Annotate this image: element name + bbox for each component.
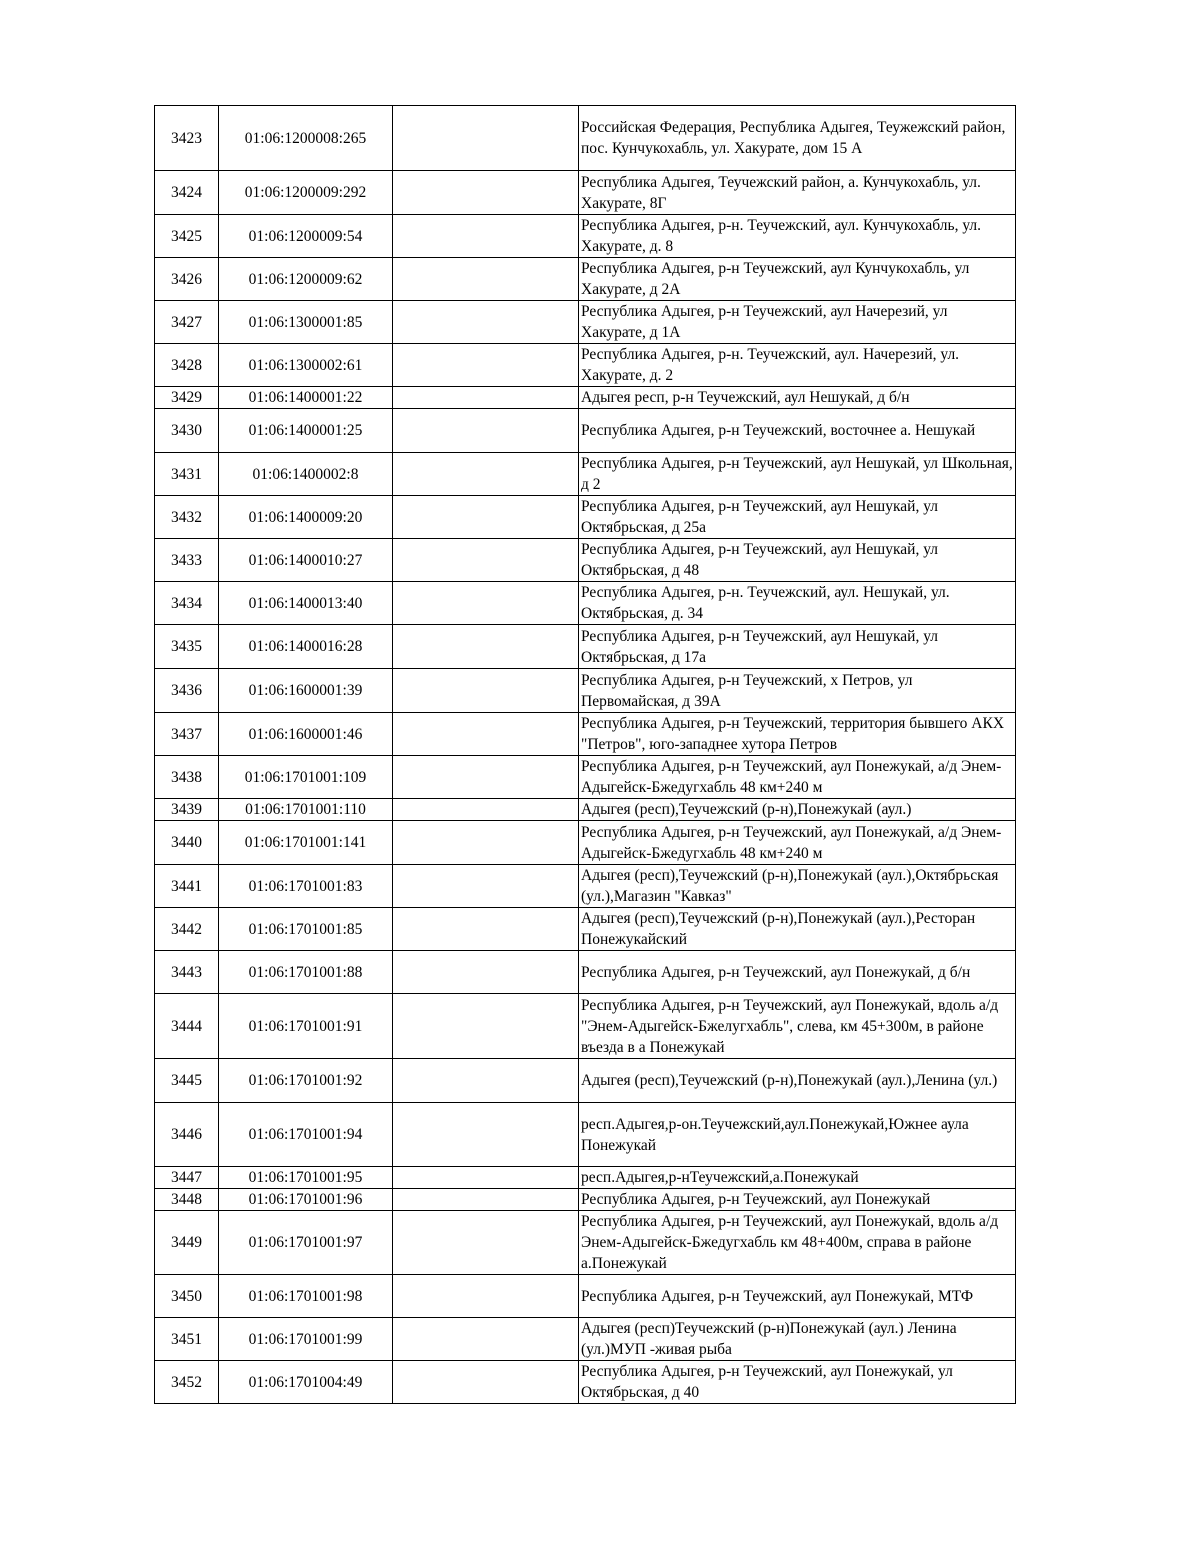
cadastral-number-cell: 01:06:1701001:85	[219, 908, 393, 951]
address-cell: Адыгея респ, р-н Теучежский, аул Нешукай, д б/н	[579, 387, 1016, 409]
empty-cell	[393, 1361, 579, 1404]
row-number-cell: 3430	[155, 409, 219, 453]
address-cell: Республика Адыгея, р-н Теучежский, аул Понежукай, МТФ	[579, 1275, 1016, 1318]
empty-cell	[393, 409, 579, 453]
empty-cell	[393, 994, 579, 1059]
table-row	[155, 1275, 1016, 1318]
empty-cell	[393, 625, 579, 669]
cadastral-number-cell: 01:06:1701001:94	[219, 1103, 393, 1167]
empty-cell	[393, 799, 579, 821]
row-number-cell: 3443	[155, 951, 219, 994]
empty-cell	[393, 1189, 579, 1211]
empty-cell	[393, 539, 579, 582]
empty-cell	[393, 1275, 579, 1318]
address-cell: Адыгея (респ),Теучежский (р-н),Понежукай (аул.),Ленина (ул.)	[579, 1059, 1016, 1103]
address-cell: Республика Адыгея, р-н Теучежский, аул Нешукай, ул Октябрьская, д 17а	[579, 625, 1016, 669]
empty-cell	[393, 301, 579, 344]
table-row	[155, 258, 1016, 301]
table-row	[155, 821, 1016, 865]
row-number-cell: 3451	[155, 1318, 219, 1361]
cadastral-number-cell: 01:06:1701001:98	[219, 1275, 393, 1318]
cadastral-number-cell: 01:06:1701001:109	[219, 756, 393, 799]
address-cell: Республика Адыгея, р-н Теучежский, аул Нешукай, ул Октябрьская, д 25а	[579, 496, 1016, 539]
row-number-cell: 3427	[155, 301, 219, 344]
table-row	[155, 951, 1016, 994]
cadastral-number-cell: 01:06:1400010:27	[219, 539, 393, 582]
cadastral-number-cell: 01:06:1300001:85	[219, 301, 393, 344]
row-number-cell: 3434	[155, 582, 219, 625]
empty-cell	[393, 1167, 579, 1189]
empty-cell	[393, 669, 579, 713]
empty-cell	[393, 756, 579, 799]
cadastral-number-cell: 01:06:1701004:49	[219, 1361, 393, 1404]
table-row	[155, 1059, 1016, 1103]
row-number-cell: 3435	[155, 625, 219, 669]
empty-cell	[393, 1103, 579, 1167]
table-row	[155, 171, 1016, 215]
cadastral-number-cell: 01:06:1701001:88	[219, 951, 393, 994]
cadastral-number-cell: 01:06:1200009:292	[219, 171, 393, 215]
address-cell: Адыгея (респ),Теучежский (р-н),Понежукай (аул.),Ресторан Понежукайский	[579, 908, 1016, 951]
cadastral-number-cell: 01:06:1701001:92	[219, 1059, 393, 1103]
row-number-cell: 3433	[155, 539, 219, 582]
table-row	[155, 215, 1016, 258]
table-row	[155, 1189, 1016, 1211]
cadastral-number-cell: 01:06:1400013:40	[219, 582, 393, 625]
empty-cell	[393, 453, 579, 496]
row-number-cell: 3448	[155, 1189, 219, 1211]
empty-cell	[393, 215, 579, 258]
empty-cell	[393, 713, 579, 756]
cadastral-number-cell: 01:06:1600001:46	[219, 713, 393, 756]
cadastral-number-cell: 01:06:1400001:22	[219, 387, 393, 409]
row-number-cell: 3428	[155, 344, 219, 387]
empty-cell	[393, 106, 579, 171]
empty-cell	[393, 387, 579, 409]
table-row	[155, 669, 1016, 713]
table-row	[155, 1361, 1016, 1404]
cadastral-number-cell: 01:06:1701001:141	[219, 821, 393, 865]
empty-cell	[393, 908, 579, 951]
empty-cell	[393, 171, 579, 215]
row-number-cell: 3429	[155, 387, 219, 409]
cadastral-number-cell: 01:06:1701001:91	[219, 994, 393, 1059]
address-cell: Республика Адыгея, р-н Теучежский, аул Понежукай	[579, 1189, 1016, 1211]
row-number-cell: 3425	[155, 215, 219, 258]
address-cell: Республика Адыгея, р-н. Теучежский, аул. Начерезий, ул. Хакурате, д. 2	[579, 344, 1016, 387]
row-number-cell: 3424	[155, 171, 219, 215]
empty-cell	[393, 496, 579, 539]
empty-cell	[393, 865, 579, 908]
cadastral-number-cell: 01:06:1701001:83	[219, 865, 393, 908]
address-cell: Республика Адыгея, р-н Теучежский, аул Нешукай, ул Октябрьская, д 48	[579, 539, 1016, 582]
table-row	[155, 539, 1016, 582]
cadastral-number-cell: 01:06:1701001:99	[219, 1318, 393, 1361]
table-row	[155, 1318, 1016, 1361]
cadastral-number-cell: 01:06:1300002:61	[219, 344, 393, 387]
row-number-cell: 3423	[155, 106, 219, 171]
cadastral-number-cell: 01:06:1701001:110	[219, 799, 393, 821]
table-row	[155, 799, 1016, 821]
cadastral-number-cell: 01:06:1400001:25	[219, 409, 393, 453]
address-cell: Республика Адыгея, р-н Теучежский, аул Нешукай, ул Школьная, д 2	[579, 453, 1016, 496]
address-cell: Адыгея (респ),Теучежский (р-н),Понежукай (аул.),Октябрьская (ул.),Магазин "Кавказ"	[579, 865, 1016, 908]
cadastral-number-cell: 01:06:1600001:39	[219, 669, 393, 713]
address-cell: Республика Адыгея, р-н Теучежский, аул Понежукай, вдоль а/д "Энем-Адыгейск-Бжелугхабль", слева, км 45+300м, в районе въезда в а Понежукай	[579, 994, 1016, 1059]
address-cell: Республика Адыгея, р-н Теучежский, аул Понежукай, вдоль а/д Энем-Адыгейск-Бжедугхабль км 48+400м, справа в районе а.Понежукай	[579, 1211, 1016, 1275]
address-cell: респ.Адыгея,р-он.Теучежский,аул.Понежукай,Южнее аула Понежукай	[579, 1103, 1016, 1167]
row-number-cell: 3441	[155, 865, 219, 908]
address-cell: Республика Адыгея, р-н Теучежский, аул Понежукай, а/д Энем-Адыгейск-Бжедугхабль 48 км+240 м	[579, 821, 1016, 865]
address-cell: Республика Адыгея, р-н. Теучежский, аул. Нешукай, ул. Октябрьская, д. 34	[579, 582, 1016, 625]
address-cell: Республика Адыгея, р-н Теучежский, аул Понежукай, ул Октябрьская, д 40	[579, 1361, 1016, 1404]
table-row	[155, 1167, 1016, 1189]
table-row	[155, 387, 1016, 409]
address-cell: респ.Адыгея,р-нТеучежский,а.Понежукай	[579, 1167, 1016, 1189]
registry-body	[155, 106, 1016, 1404]
table-row	[155, 908, 1016, 951]
table-row	[155, 625, 1016, 669]
cadastral-number-cell: 01:06:1400002:8	[219, 453, 393, 496]
row-number-cell: 3426	[155, 258, 219, 301]
cadastral-number-cell: 01:06:1701001:97	[219, 1211, 393, 1275]
table-row	[155, 994, 1016, 1059]
address-cell: Республика Адыгея, р-н Теучежский, аул Начерезий, ул Хакурате, д 1А	[579, 301, 1016, 344]
empty-cell	[393, 344, 579, 387]
row-number-cell: 3431	[155, 453, 219, 496]
cadastral-number-cell: 01:06:1701001:96	[219, 1189, 393, 1211]
registry-table	[154, 105, 1016, 1404]
row-number-cell: 3446	[155, 1103, 219, 1167]
table-row	[155, 409, 1016, 453]
empty-cell	[393, 1211, 579, 1275]
row-number-cell: 3437	[155, 713, 219, 756]
row-number-cell: 3440	[155, 821, 219, 865]
address-cell: Адыгея (респ)Теучежский (р-н)Понежукай (аул.) Ленина (ул.)МУП -живая рыба	[579, 1318, 1016, 1361]
address-cell: Российская Федерация, Республика Адыгея, Теужежский район, пос. Кунчукохабль, ул. Хакурате, дом 15 А	[579, 106, 1016, 171]
table-row	[155, 1103, 1016, 1167]
empty-cell	[393, 1059, 579, 1103]
empty-cell	[393, 951, 579, 994]
address-cell: Республика Адыгея, р-н Теучежский, аул Понежукай, а/д Энем-Адыгейск-Бжедугхабль 48 км+240 м	[579, 756, 1016, 799]
row-number-cell: 3432	[155, 496, 219, 539]
table-row	[155, 496, 1016, 539]
row-number-cell: 3452	[155, 1361, 219, 1404]
cadastral-number-cell: 01:06:1200009:62	[219, 258, 393, 301]
address-cell: Республика Адыгея, Теучежский район, а. Кунчукохабль, ул. Хакурате, 8Г	[579, 171, 1016, 215]
address-cell: Адыгея (респ),Теучежский (р-н),Понежукай (аул.)	[579, 799, 1016, 821]
table-row	[155, 106, 1016, 171]
address-cell: Республика Адыгея, р-н Теучежский, территория бывшего АКХ "Петров", юго-западнее хутора Петров	[579, 713, 1016, 756]
cadastral-number-cell: 01:06:1400016:28	[219, 625, 393, 669]
table-row	[155, 301, 1016, 344]
row-number-cell: 3447	[155, 1167, 219, 1189]
table-row	[155, 865, 1016, 908]
row-number-cell: 3438	[155, 756, 219, 799]
cadastral-number-cell: 01:06:1200008:265	[219, 106, 393, 171]
row-number-cell: 3439	[155, 799, 219, 821]
cadastral-number-cell: 01:06:1701001:95	[219, 1167, 393, 1189]
table-row	[155, 344, 1016, 387]
address-cell: Республика Адыгея, р-н Теучежский, х Петров, ул Первомайская, д 39А	[579, 669, 1016, 713]
address-cell: Республика Адыгея, р-н Теучежский, аул Понежукай, д б/н	[579, 951, 1016, 994]
row-number-cell: 3445	[155, 1059, 219, 1103]
row-number-cell: 3449	[155, 1211, 219, 1275]
row-number-cell: 3436	[155, 669, 219, 713]
empty-cell	[393, 1318, 579, 1361]
address-cell: Республика Адыгея, р-н Теучежский, восточнее а. Нешукай	[579, 409, 1016, 453]
empty-cell	[393, 821, 579, 865]
table-row	[155, 1211, 1016, 1275]
empty-cell	[393, 258, 579, 301]
empty-cell	[393, 582, 579, 625]
cadastral-number-cell: 01:06:1200009:54	[219, 215, 393, 258]
row-number-cell: 3444	[155, 994, 219, 1059]
cadastral-number-cell: 01:06:1400009:20	[219, 496, 393, 539]
address-cell: Республика Адыгея, р-н Теучежский, аул Кунчукохабль, ул Хакурате, д 2А	[579, 258, 1016, 301]
table-row	[155, 756, 1016, 799]
row-number-cell: 3450	[155, 1275, 219, 1318]
row-number-cell: 3442	[155, 908, 219, 951]
table-row	[155, 713, 1016, 756]
address-cell: Республика Адыгея, р-н. Теучежский, аул. Кунчукохабль, ул. Хакурате, д. 8	[579, 215, 1016, 258]
table-row	[155, 582, 1016, 625]
table-row	[155, 453, 1016, 496]
